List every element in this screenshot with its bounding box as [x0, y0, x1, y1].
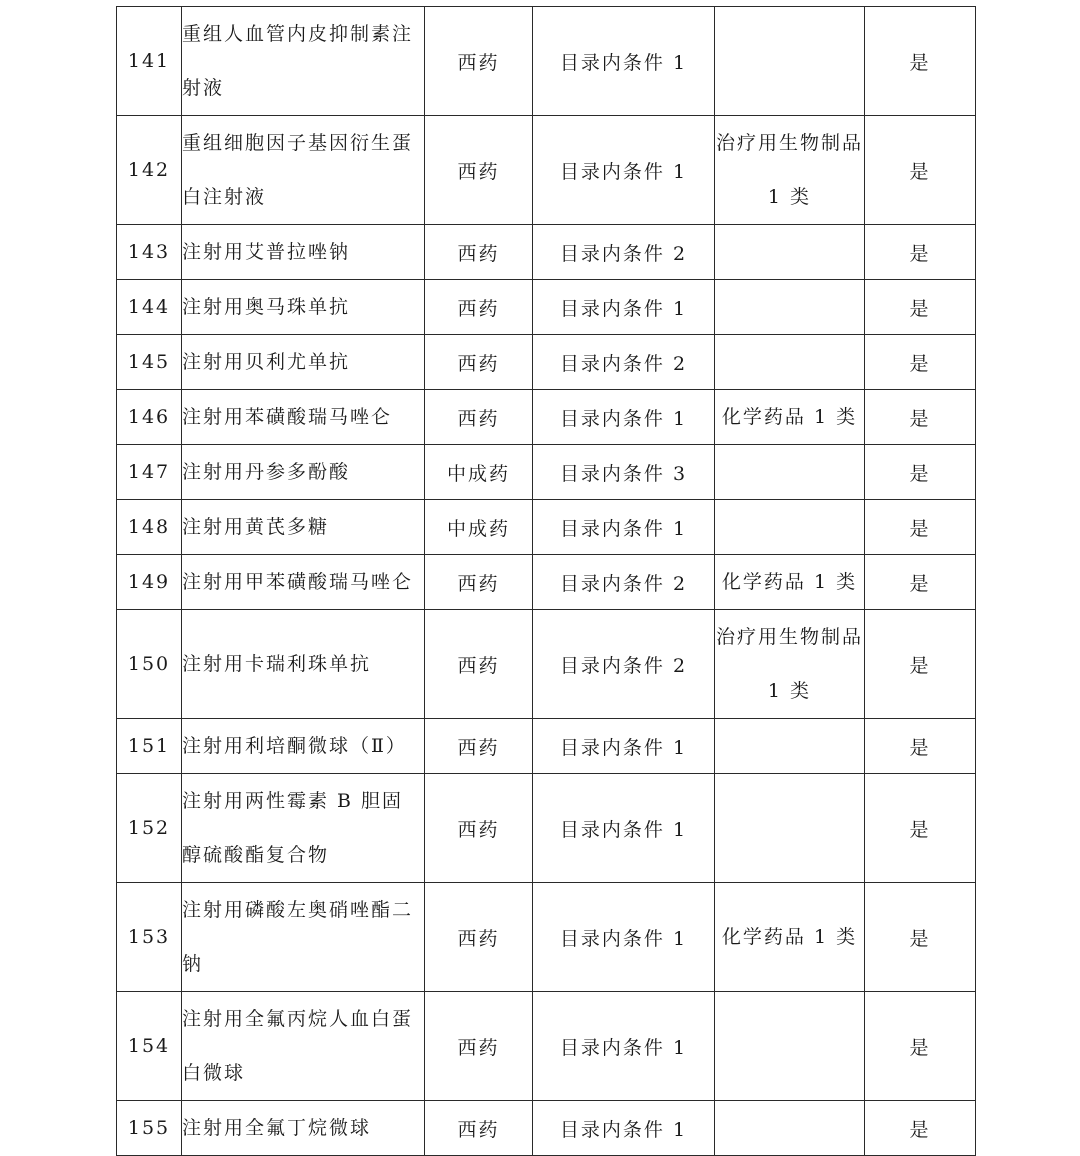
catalog-condition: 目录内条件 1 — [533, 500, 715, 555]
table-row — [117, 774, 976, 883]
drug-category-note: 化学药品 1 类 — [715, 883, 865, 992]
inclusion-flag: 是 — [865, 555, 976, 610]
row-number: 155 — [117, 1101, 182, 1156]
row-number: 149 — [117, 555, 182, 610]
catalog-condition: 目录内条件 2 — [533, 555, 715, 610]
inclusion-flag: 是 — [865, 116, 976, 225]
drug-category-note: 化学药品 1 类 — [715, 390, 865, 445]
drug-category-note — [715, 280, 865, 335]
drug-category-note — [715, 1101, 865, 1156]
drug-name: 注射用利培酮微球（Ⅱ） — [182, 719, 425, 774]
inclusion-flag: 是 — [865, 335, 976, 390]
drug-name: 注射用全氟丁烷微球 — [182, 1101, 425, 1156]
inclusion-flag: 是 — [865, 774, 976, 883]
drug-type: 西药 — [425, 610, 533, 719]
drug-category-note — [715, 335, 865, 390]
row-number: 147 — [117, 445, 182, 500]
catalog-condition: 目录内条件 1 — [533, 992, 715, 1101]
drug-name: 注射用奥马珠单抗 — [182, 280, 425, 335]
drug-type: 西药 — [425, 335, 533, 390]
drug-type: 西药 — [425, 774, 533, 883]
table-row — [117, 390, 976, 445]
drug-type: 中成药 — [425, 445, 533, 500]
table-row — [117, 555, 976, 610]
drug-name: 重组人血管内皮抑制素注射液 — [182, 7, 425, 116]
table-row — [117, 883, 976, 992]
row-number: 145 — [117, 335, 182, 390]
drug-type: 西药 — [425, 883, 533, 992]
catalog-condition: 目录内条件 2 — [533, 610, 715, 719]
row-number: 143 — [117, 225, 182, 280]
table-row — [117, 225, 976, 280]
catalog-condition: 目录内条件 1 — [533, 116, 715, 225]
drug-name: 注射用甲苯磺酸瑞马唑仑 — [182, 555, 425, 610]
drug-category-note: 治疗用生物制品 1 类 — [715, 610, 865, 719]
row-number: 154 — [117, 992, 182, 1101]
drug-list-table — [116, 6, 976, 1156]
catalog-condition: 目录内条件 1 — [533, 390, 715, 445]
row-number: 144 — [117, 280, 182, 335]
row-number: 152 — [117, 774, 182, 883]
catalog-condition: 目录内条件 1 — [533, 883, 715, 992]
drug-name: 注射用丹参多酚酸 — [182, 445, 425, 500]
catalog-condition: 目录内条件 1 — [533, 1101, 715, 1156]
drug-category-note — [715, 774, 865, 883]
table-body — [117, 7, 976, 1156]
table-row — [117, 500, 976, 555]
drug-category-note — [715, 719, 865, 774]
catalog-condition: 目录内条件 1 — [533, 7, 715, 116]
drug-type: 西药 — [425, 390, 533, 445]
catalog-condition: 目录内条件 2 — [533, 225, 715, 280]
table-row — [117, 992, 976, 1101]
drug-category-note: 化学药品 1 类 — [715, 555, 865, 610]
row-number: 146 — [117, 390, 182, 445]
drug-name: 注射用苯磺酸瑞马唑仑 — [182, 390, 425, 445]
drug-type: 西药 — [425, 719, 533, 774]
drug-category-note — [715, 225, 865, 280]
drug-name: 重组细胞因子基因衍生蛋白注射液 — [182, 116, 425, 225]
drug-name: 注射用艾普拉唑钠 — [182, 225, 425, 280]
row-number: 153 — [117, 883, 182, 992]
table-row — [117, 445, 976, 500]
inclusion-flag: 是 — [865, 610, 976, 719]
inclusion-flag: 是 — [865, 390, 976, 445]
table-row — [117, 610, 976, 719]
inclusion-flag: 是 — [865, 445, 976, 500]
drug-type: 西药 — [425, 225, 533, 280]
drug-category-note — [715, 992, 865, 1101]
table-row — [117, 719, 976, 774]
table-row — [117, 7, 976, 116]
drug-type: 西药 — [425, 116, 533, 225]
drug-name: 注射用黄芪多糖 — [182, 500, 425, 555]
drug-type: 西药 — [425, 1101, 533, 1156]
table-row — [117, 335, 976, 390]
row-number: 141 — [117, 7, 182, 116]
drug-type: 西药 — [425, 280, 533, 335]
inclusion-flag: 是 — [865, 1101, 976, 1156]
drug-type: 西药 — [425, 555, 533, 610]
catalog-condition: 目录内条件 2 — [533, 335, 715, 390]
drug-name: 注射用贝利尤单抗 — [182, 335, 425, 390]
table-row — [117, 280, 976, 335]
inclusion-flag: 是 — [865, 719, 976, 774]
drug-type: 中成药 — [425, 500, 533, 555]
inclusion-flag: 是 — [865, 7, 976, 116]
drug-type: 西药 — [425, 992, 533, 1101]
catalog-condition: 目录内条件 1 — [533, 774, 715, 883]
row-number: 142 — [117, 116, 182, 225]
inclusion-flag: 是 — [865, 225, 976, 280]
row-number: 150 — [117, 610, 182, 719]
drug-name: 注射用磷酸左奥硝唑酯二钠 — [182, 883, 425, 992]
drug-type: 西药 — [425, 7, 533, 116]
catalog-condition: 目录内条件 1 — [533, 280, 715, 335]
drug-name: 注射用两性霉素 B 胆固醇硫酸酯复合物 — [182, 774, 425, 883]
catalog-condition: 目录内条件 1 — [533, 719, 715, 774]
table-row — [117, 116, 976, 225]
inclusion-flag: 是 — [865, 883, 976, 992]
inclusion-flag: 是 — [865, 280, 976, 335]
drug-category-note: 治疗用生物制品 1 类 — [715, 116, 865, 225]
inclusion-flag: 是 — [865, 500, 976, 555]
table-row — [117, 1101, 976, 1156]
drug-category-note — [715, 500, 865, 555]
row-number: 148 — [117, 500, 182, 555]
drug-name: 注射用全氟丙烷人血白蛋白微球 — [182, 992, 425, 1101]
drug-category-note — [715, 445, 865, 500]
row-number: 151 — [117, 719, 182, 774]
inclusion-flag: 是 — [865, 992, 976, 1101]
catalog-condition: 目录内条件 3 — [533, 445, 715, 500]
drug-name: 注射用卡瑞利珠单抗 — [182, 610, 425, 719]
drug-category-note — [715, 7, 865, 116]
